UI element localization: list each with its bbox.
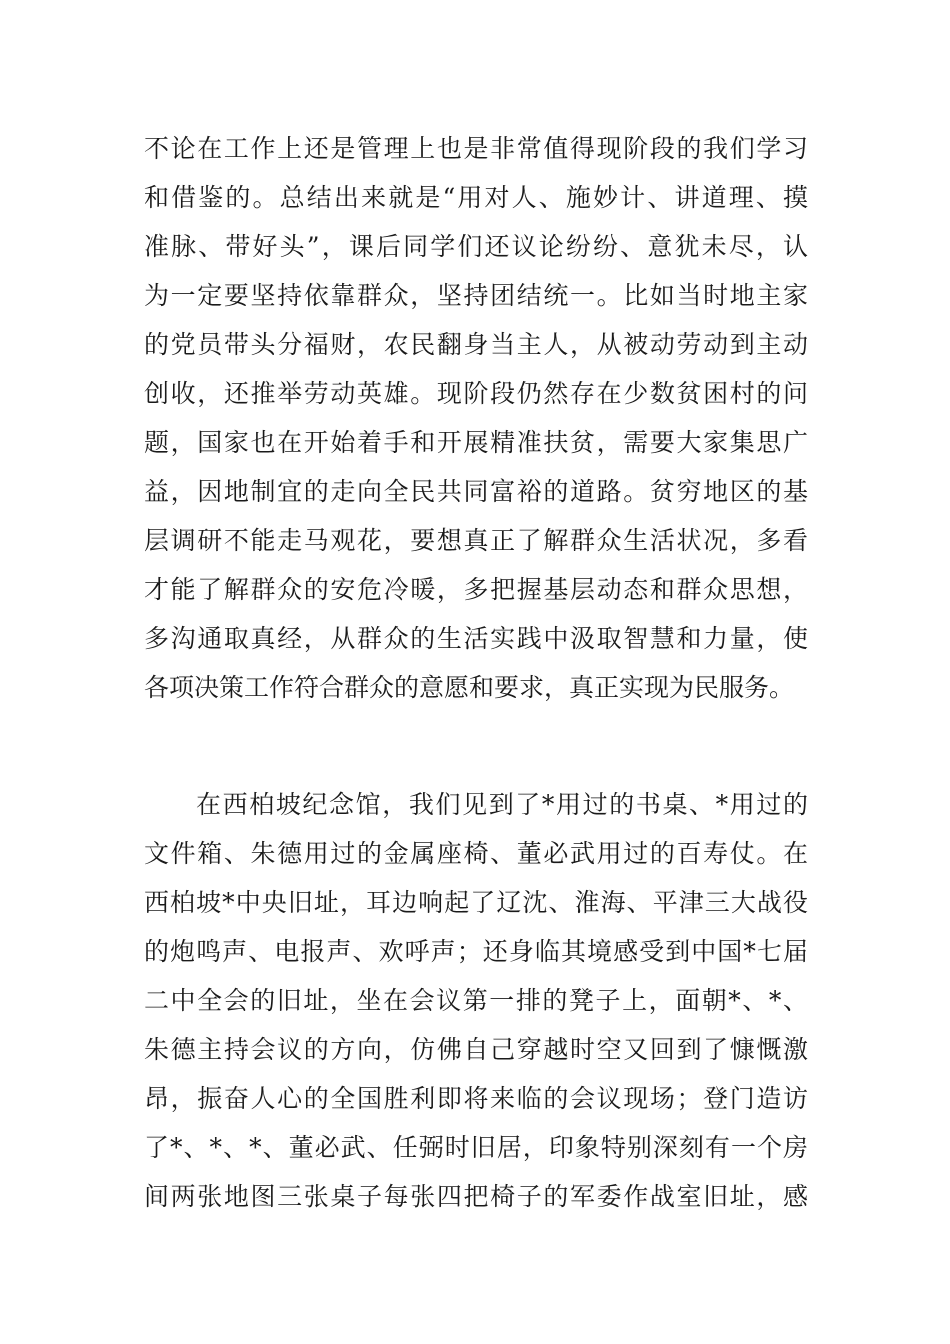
paragraph-2 [144,780,808,1221]
paragraph-line: 才能了解群众的安危冷暖，多把握基层动态和群众思想， [144,575,808,604]
paragraph-line: 准脉、带好头”，课后同学们还议论纷纷、意犹未尽，认 [144,232,808,261]
paragraph-line: 昂，振奋人心的全国胜利即将来临的会议现场；登门造访 [144,1084,808,1113]
paragraph-line: 间两张地图三张桌子每张四把椅子的军委作战室旧址，感 [144,1182,808,1211]
paragraph-line: 了*、*、*、董必武、任弼时旧居，印象特别深刻有一个房 [144,1133,808,1162]
paragraph-line: 益，因地制宜的走向全民共同富裕的道路。贫穷地区的基 [144,477,808,506]
paragraph-line: 不论在工作上还是管理上也是非常值得现阶段的我们学习 [144,134,808,163]
paragraph-line: 朱德主持会议的方向，仿佛自己穿越时空又回到了慷慨激 [144,1035,808,1064]
paragraph-line: 文件箱、朱德用过的金属座椅、董必武用过的百寿仗。在 [144,839,808,868]
paragraph-line: 的炮鸣声、电报声、欢呼声；还身临其境感受到中国*七届 [144,937,808,966]
paragraph-line: 多沟通取真经，从群众的生活实践中汲取智慧和力量，使 [144,624,808,653]
paragraph-line: 在西柏坡纪念馆，我们见到了*用过的书桌、*用过的 [196,790,808,819]
paragraph-line: 层调研不能走马观花，要想真正了解群众生活状况，多看 [144,526,808,555]
paragraph-line: 西柏坡*中央旧址，耳边响起了辽沈、淮海、平津三大战役 [144,888,808,917]
paragraph-line: 二中全会的旧址，坐在会议第一排的凳子上，面朝*、*、 [144,986,808,1015]
paragraph-line: 为一定要坚持依靠群众，坚持团结统一。比如当时地主家 [144,281,808,310]
paragraph-1 [144,124,808,712]
paragraph-line: 题，国家也在开始着手和开展精准扶贫，需要大家集思广 [144,428,808,457]
paragraph-line: 各项决策工作符合群众的意愿和要求，真正实现为民服务。 [144,673,795,702]
paragraph-line: 的党员带头分福财，农民翻身当主人，从被动劳动到主动 [144,330,808,359]
paragraph-line: 和借鉴的。总结出来就是“用对人、施妙计、讲道理、摸 [144,183,808,212]
paragraph-line: 创收，还推举劳动英雄。现阶段仍然存在少数贫困村的问 [144,379,808,408]
